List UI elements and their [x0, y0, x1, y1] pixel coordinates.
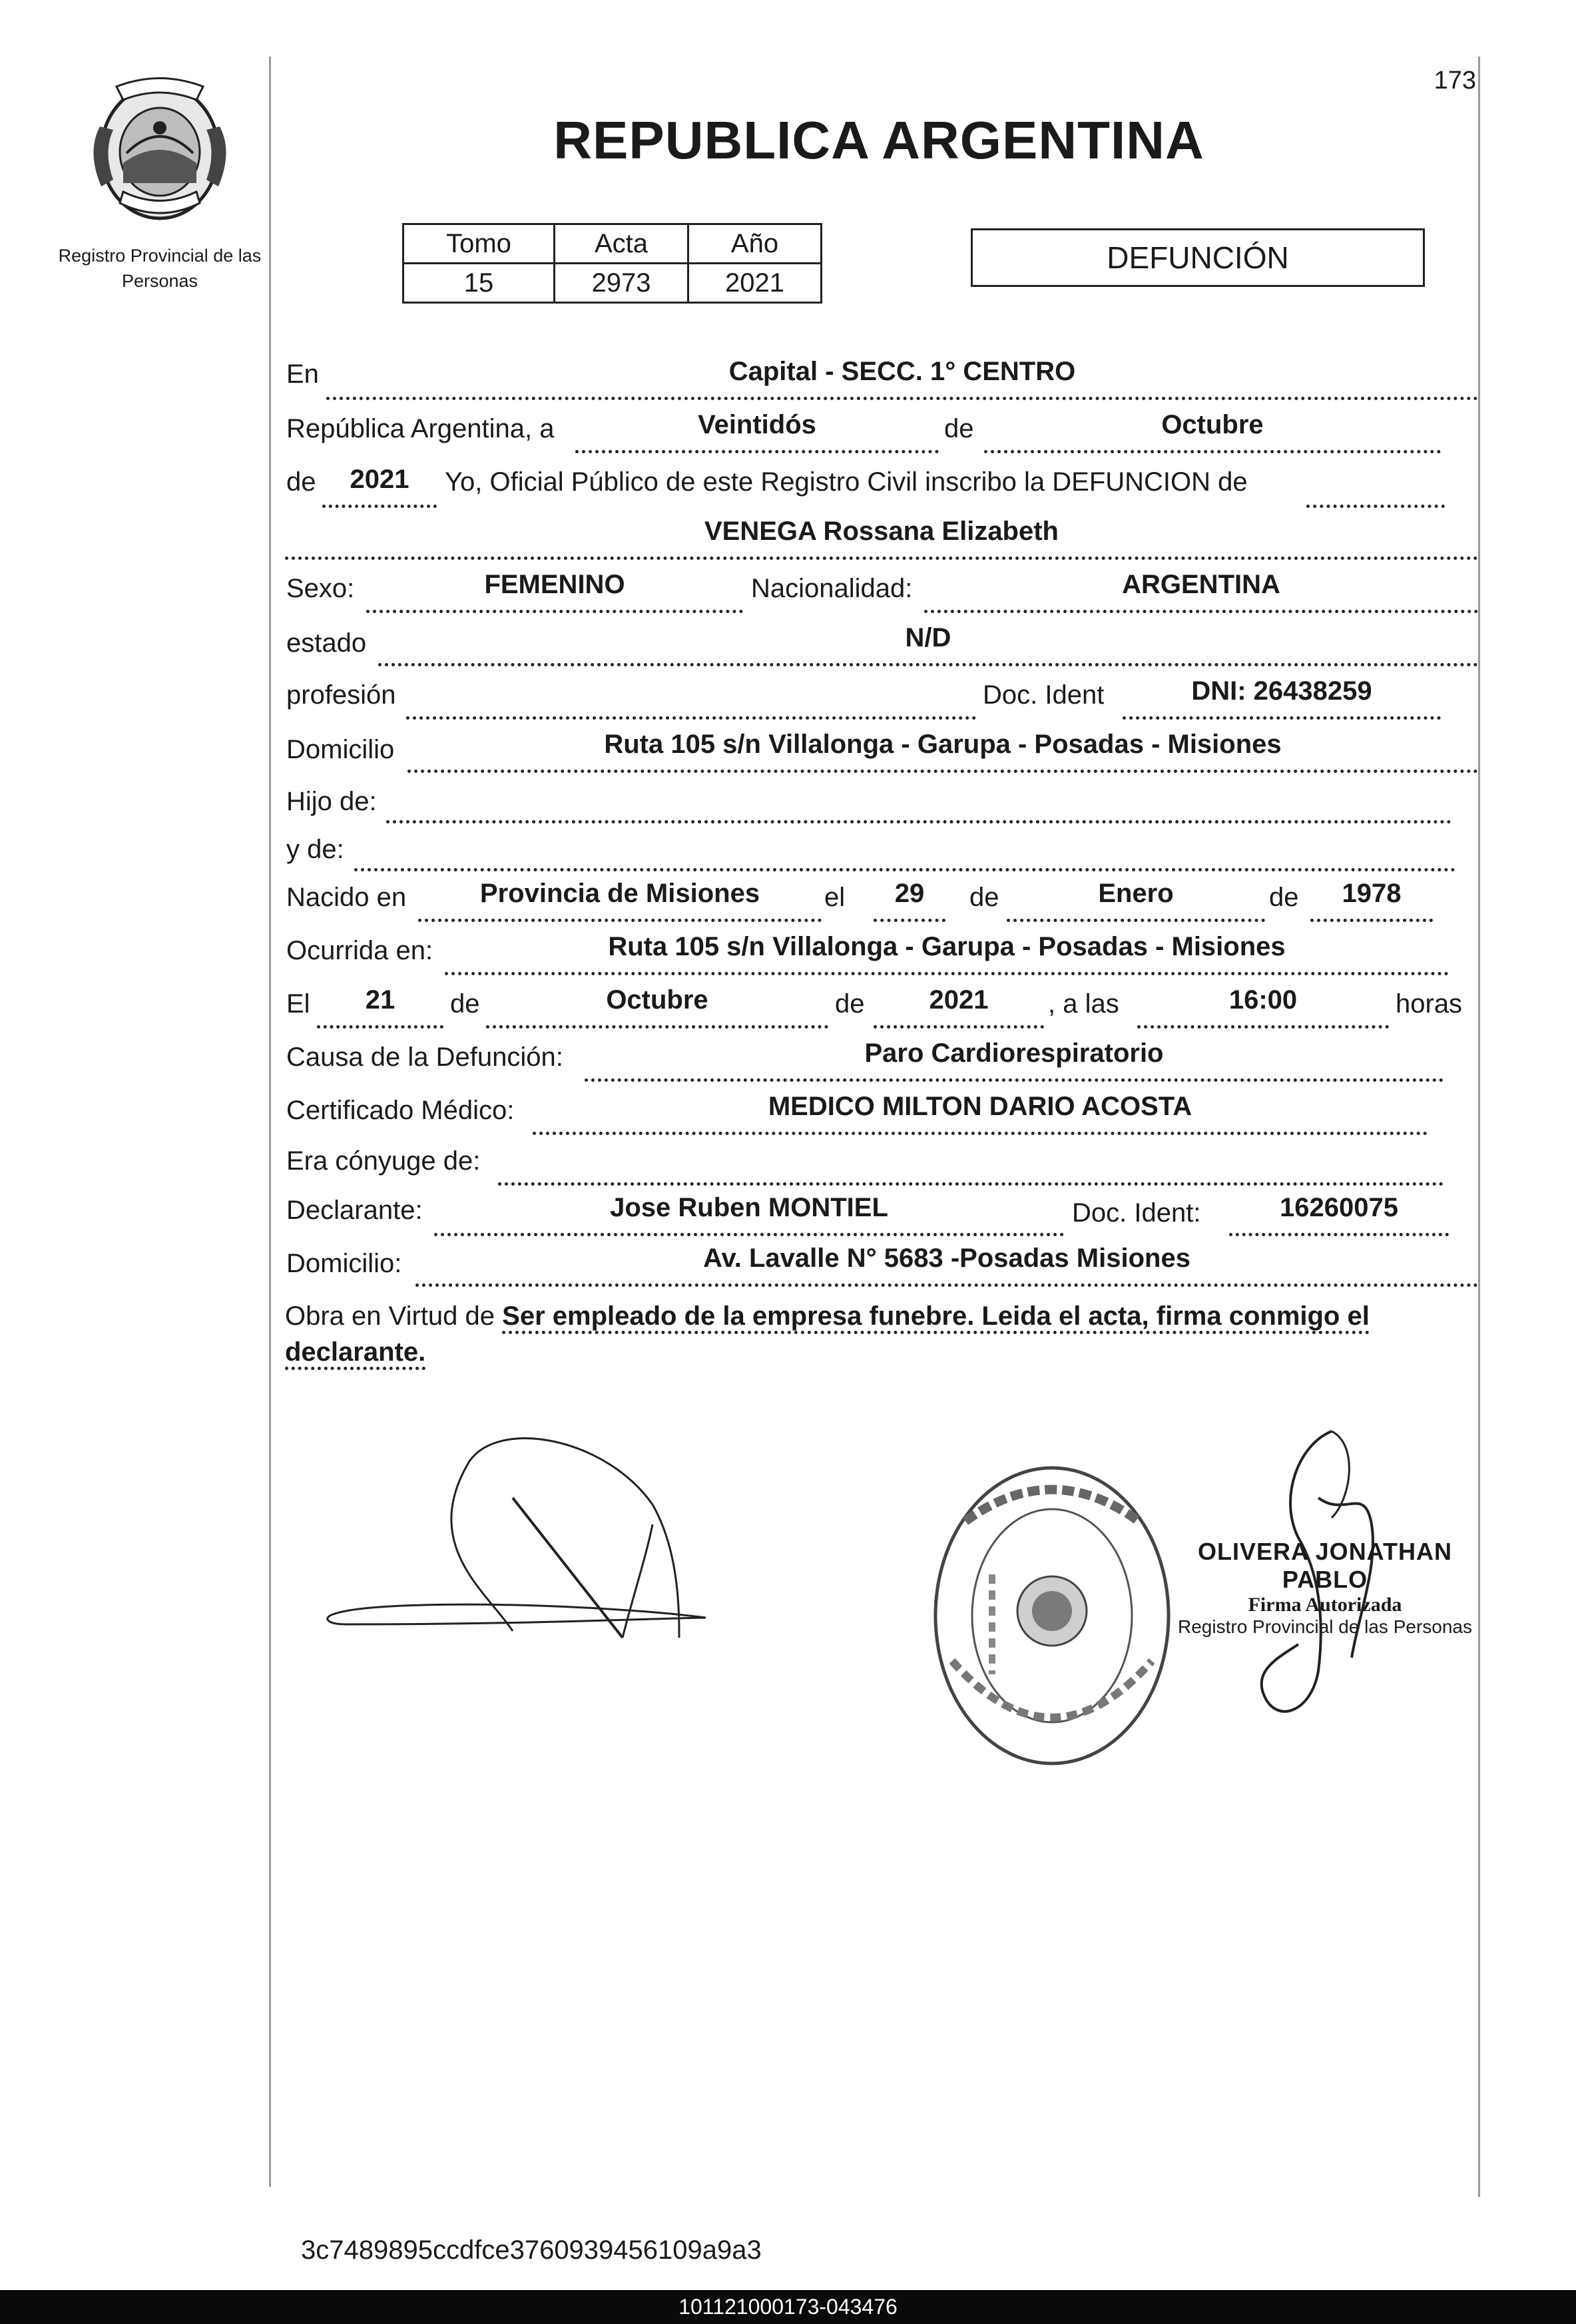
value-declarante-domicilio: Av. Lavalle N° 5683 -Posadas Misiones [703, 1244, 1190, 1273]
label-hijo-de: Hijo de: [286, 787, 377, 816]
label-certificado: Certificado Médico: [286, 1096, 515, 1125]
obra-en-virtud [285, 1298, 1477, 1370]
field-conyuge [498, 1152, 1444, 1186]
value-lugar: Capital - SECC. 1° CENTRO [728, 357, 1076, 386]
field-inscribo-tail [1306, 474, 1445, 508]
label-de-5: de [450, 989, 480, 1019]
label-causa: Causa de la Defunción: [286, 1043, 563, 1072]
page-number: 173 [1434, 67, 1476, 95]
registry-header-acta: Acta [555, 224, 688, 264]
document-title: REPUBLICA ARGENTINA [553, 111, 1204, 170]
officer-name: OLIVERA JONATHAN PABLO [1197, 1538, 1452, 1593]
value-nac-anio: 1978 [1342, 879, 1402, 908]
value-anio: 2021 [350, 465, 409, 494]
document-hash: 3c7489895ccdfce3760939456109a9a3 [301, 2235, 762, 2265]
logo-caption: Registro Provincial de las Personas [58, 246, 262, 291]
field-hijo-de [386, 790, 1451, 823]
label-el-cap: El [286, 989, 310, 1019]
official-stamp [925, 1461, 1179, 1771]
registry-header-anio: Año [688, 224, 822, 264]
value-declarante-doc: 16260075 [1280, 1193, 1398, 1222]
declarant-signature [320, 1425, 719, 1651]
value-nacionalidad: ARGENTINA [1122, 570, 1280, 599]
label-nacido-en: Nacido en [286, 883, 407, 912]
value-def-mes: Octubre [606, 985, 708, 1015]
value-nac-dia: 29 [894, 879, 925, 908]
label-horas: horas [1396, 989, 1463, 1019]
label-de-3: de [969, 883, 999, 912]
right-margin-line [1478, 57, 1480, 2197]
label-el: el [824, 883, 846, 912]
label-conyuge: Era cónyuge de: [286, 1146, 481, 1176]
label-domicilio: Domicilio [286, 735, 395, 764]
value-dni: DNI: 26438259 [1191, 676, 1372, 706]
value-def-hora: 16:00 [1228, 985, 1298, 1015]
label-nacionalidad: Nacionalidad: [751, 574, 913, 603]
value-ocurrida-en: Ruta 105 s/n Villalonga - Garupa - Posadas - Misiones [608, 932, 1286, 961]
registry-value-tomo: 15 [403, 264, 555, 303]
label-domicilio-2: Domicilio: [286, 1249, 402, 1278]
left-margin-line [269, 57, 271, 2187]
officer-registro: Registro Provincial de las Personas [1178, 1616, 1472, 1637]
footer-id-bar: 101121000173-043476 [0, 2290, 1576, 2324]
label-sexo: Sexo: [286, 574, 355, 603]
label-de-2: de [286, 467, 316, 497]
value-dia-letras: Veintidós [698, 410, 816, 439]
field-profesion [406, 686, 976, 720]
value-mes: Octubre [1161, 410, 1264, 439]
value-def-anio: 2021 [929, 985, 989, 1015]
label-declarante: Declarante: [286, 1196, 423, 1225]
authorizing-officer [1152, 1538, 1498, 1638]
value-sexo: FEMENINO [484, 570, 625, 599]
label-a-las: , a las [1048, 989, 1119, 1019]
label-de-6: de [835, 989, 865, 1019]
provincial-seal-logo [87, 73, 233, 226]
value-nombre: VENEGA Rossana Elizabeth [704, 517, 1059, 546]
label-doc-ident: Doc. Ident [983, 680, 1105, 710]
value-estado: N/D [905, 623, 951, 652]
label-ocurrida-en: Ocurrida en: [286, 936, 433, 965]
registry-value-acta: 2973 [555, 264, 688, 303]
act-type-box: DEFUNCIÓN [971, 228, 1425, 287]
value-obra: Ser empleado de la empresa funebre. Leida el acta, firma conmigo el declarante. [285, 1301, 1370, 1370]
label-obra: Obra en Virtud de [285, 1301, 495, 1331]
value-nacido-en: Provincia de Misiones [479, 879, 760, 908]
label-y-de: y de: [286, 835, 344, 864]
value-declarante: Jose Ruben MONTIEL [610, 1193, 888, 1222]
label-de-4: de [1269, 883, 1299, 912]
value-def-dia: 21 [365, 985, 395, 1015]
value-nac-mes: Enero [1098, 879, 1174, 908]
value-causa: Paro Cardiorespiratorio [864, 1039, 1164, 1068]
label-republica: República Argentina, a [286, 414, 555, 443]
label-profesion: profesión [286, 680, 396, 710]
field-y-de [354, 837, 1455, 871]
registry-header-tomo: Tomo [403, 224, 555, 264]
label-de-1: de [944, 414, 974, 443]
label-estado: estado [286, 628, 367, 658]
label-en: En [286, 359, 319, 389]
value-certificado: MEDICO MILTON DARIO ACOSTA [768, 1092, 1192, 1121]
value-domicilio: Ruta 105 s/n Villalonga - Garupa - Posadas - Misiones [604, 730, 1282, 759]
label-inscribo: Yo, Oficial Público de este Registro Civil inscribo la DEFUNCION de [445, 467, 1248, 497]
registry-value-anio: 2021 [688, 264, 822, 303]
label-doc-ident-2: Doc. Ident: [1072, 1198, 1201, 1228]
registry-table [402, 223, 822, 304]
officer-firma: Firma Autorizada [1248, 1594, 1402, 1616]
